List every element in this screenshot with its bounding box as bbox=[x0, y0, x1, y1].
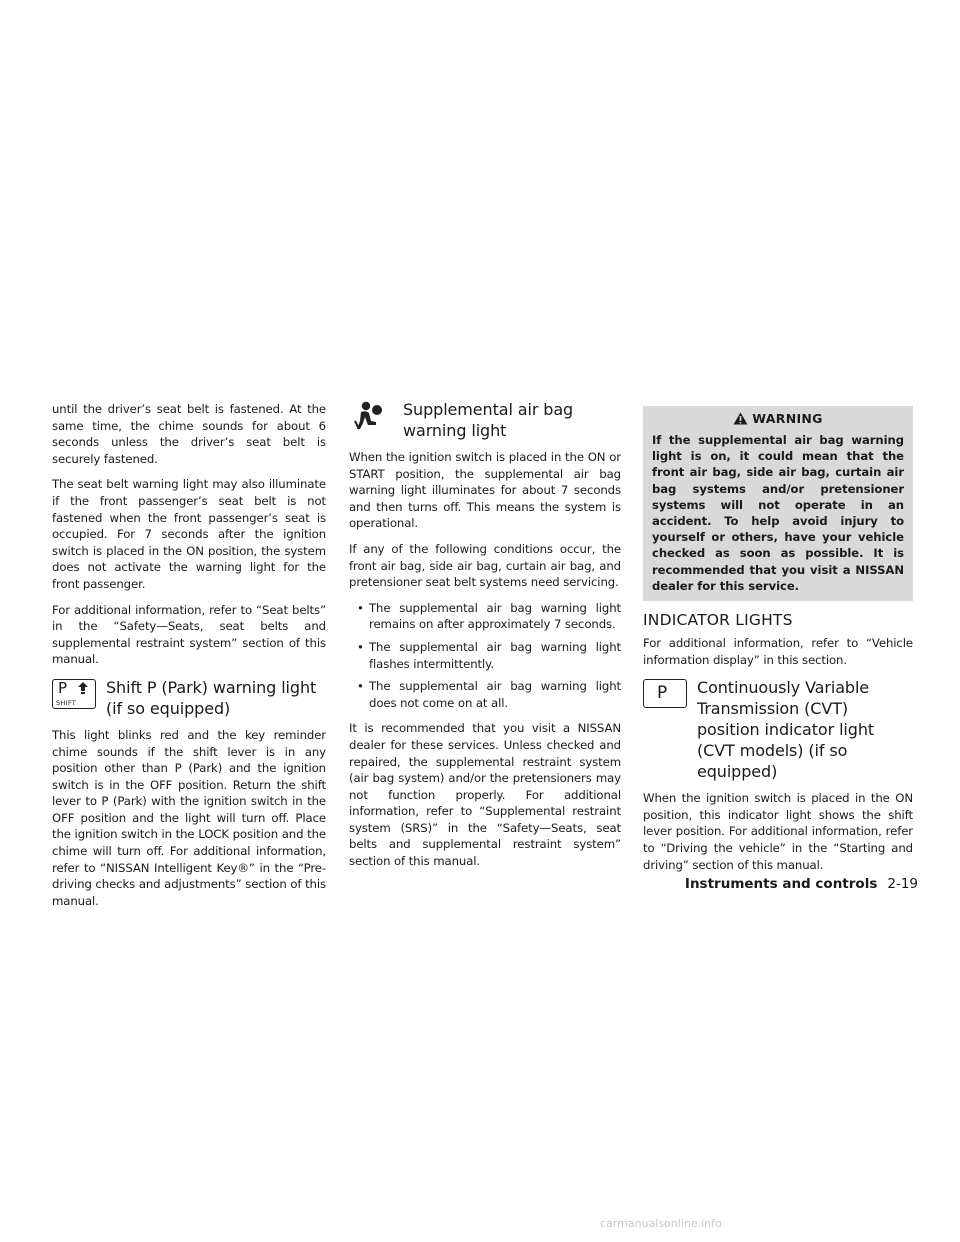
column-left bbox=[52, 401, 326, 918]
cvt-position-icon bbox=[643, 679, 687, 708]
arrow-icon bbox=[77, 682, 89, 696]
body-paragraph: It is recommended that you visit a NISSAN dealer for these services. Unless checked and repaired, the supplemental restraint system (air bag system) and/or the pretensioners may not function properly. For additional information, refer to “Supplemental restraint system (SRS)” in the “Safety—Seats, seat belts and supplemental restraint system” section of this manual. bbox=[349, 721, 621, 869]
page-footer bbox=[685, 876, 918, 892]
body-paragraph: until the driver’s seat belt is fastened. At the same time, the chime sounds for about 6 seconds unless the driver’s seat belt is securely fastened. bbox=[52, 402, 326, 466]
body-paragraph: This light blinks red and the key reminder chime sounds if the shift lever is in any position other than P (Park) and the ignition switch is in the OFF position. Return the shift lever to P (Park) with the ignition switch in the OFF position and the light will turn off. Place the ignition switch in the LOCK position and the chime will turn off. For additional information, refer to “NISSAN Intelligent Key®” in the “Pre-driving checks and adjustments” section of this manual. bbox=[52, 727, 326, 908]
body-paragraph: When the ignition switch is placed in the ON or START position, the supplemental air bag warning light illuminates for about 7 seconds and then turns off. This means the system is operational. bbox=[349, 450, 621, 531]
warning-label: WARNING bbox=[752, 411, 823, 426]
warning-text: If the supplemental air bag warning light is on, it could mean that the front air bag, side air bag, curtain air bag systems and/or pretensioner systems will not operate in an accident. To help avoid injury to yourself or others, have your vehicle checked as soon as possible. It is recommended that you visit a NISSAN dealer for this service. bbox=[652, 433, 904, 593]
body-paragraph: When the ignition switch is placed in the ON position, this indicator light shows the shift lever position. For additional information, refer to “Driving the vehicle” in the “Starting and driving” section of this manual. bbox=[643, 791, 913, 872]
watermark: carmanualsonline.info bbox=[600, 1217, 722, 1230]
shift-park-icon bbox=[52, 679, 96, 709]
shift-park-icon-label: SHIFT bbox=[56, 698, 77, 707]
airbag-heading bbox=[349, 399, 621, 441]
body-paragraph: If any of the following conditions occur, the front air bag, side air bag, curtain air bag, and pretensioner seat belt systems need servicing. bbox=[349, 541, 621, 590]
shift-park-icon-letter: P bbox=[58, 678, 68, 697]
list-item: • The supplemental air bag warning light does not come on at all. bbox=[357, 679, 621, 710]
body-paragraph: For additional information, refer to “Seat belts” in the “Safety—Seats, seat belts and supplemental restraint system” section of this manual. bbox=[52, 602, 326, 667]
column-right bbox=[643, 406, 913, 882]
shift-park-heading bbox=[52, 677, 326, 719]
list-item: • The supplemental air bag warning light remains on after approximately 7 seconds. bbox=[357, 600, 621, 632]
cvt-icon-letter: P bbox=[657, 683, 668, 704]
chapter-title: Instruments and controls bbox=[684, 876, 878, 892]
body-paragraph: The seat belt warning light may also illuminate if the front passenger’s seat belt is not fastened when the front passenger’s seat is occupied. For 7 seconds after the ignition switch is placed in the ON position, the system does not activate the warning light for the front passenger. bbox=[52, 477, 326, 591]
section-heading: INDICATOR LIGHTS bbox=[643, 611, 793, 630]
page-number: 2-19 bbox=[887, 876, 918, 892]
column-middle bbox=[349, 399, 621, 879]
list-item: • The supplemental air bag warning light flashes intermittently. bbox=[357, 639, 621, 671]
section-subheading: Continuously Variable Transmission (CVT) position indicator light (CVT models) (if so equipped) bbox=[697, 678, 875, 782]
warning-title bbox=[652, 411, 904, 426]
bullet-list bbox=[349, 600, 621, 712]
warning-box bbox=[643, 406, 913, 601]
body-paragraph: For additional information, refer to “Vehicle information display” in this section. bbox=[643, 636, 913, 667]
section-subheading: Supplemental air bag warning light bbox=[403, 400, 574, 440]
warning-triangle-icon bbox=[733, 412, 748, 425]
cvt-heading bbox=[643, 677, 913, 782]
section-subheading: Shift P (Park) warning light (if so equipped) bbox=[106, 677, 317, 718]
airbag-icon bbox=[349, 399, 393, 433]
